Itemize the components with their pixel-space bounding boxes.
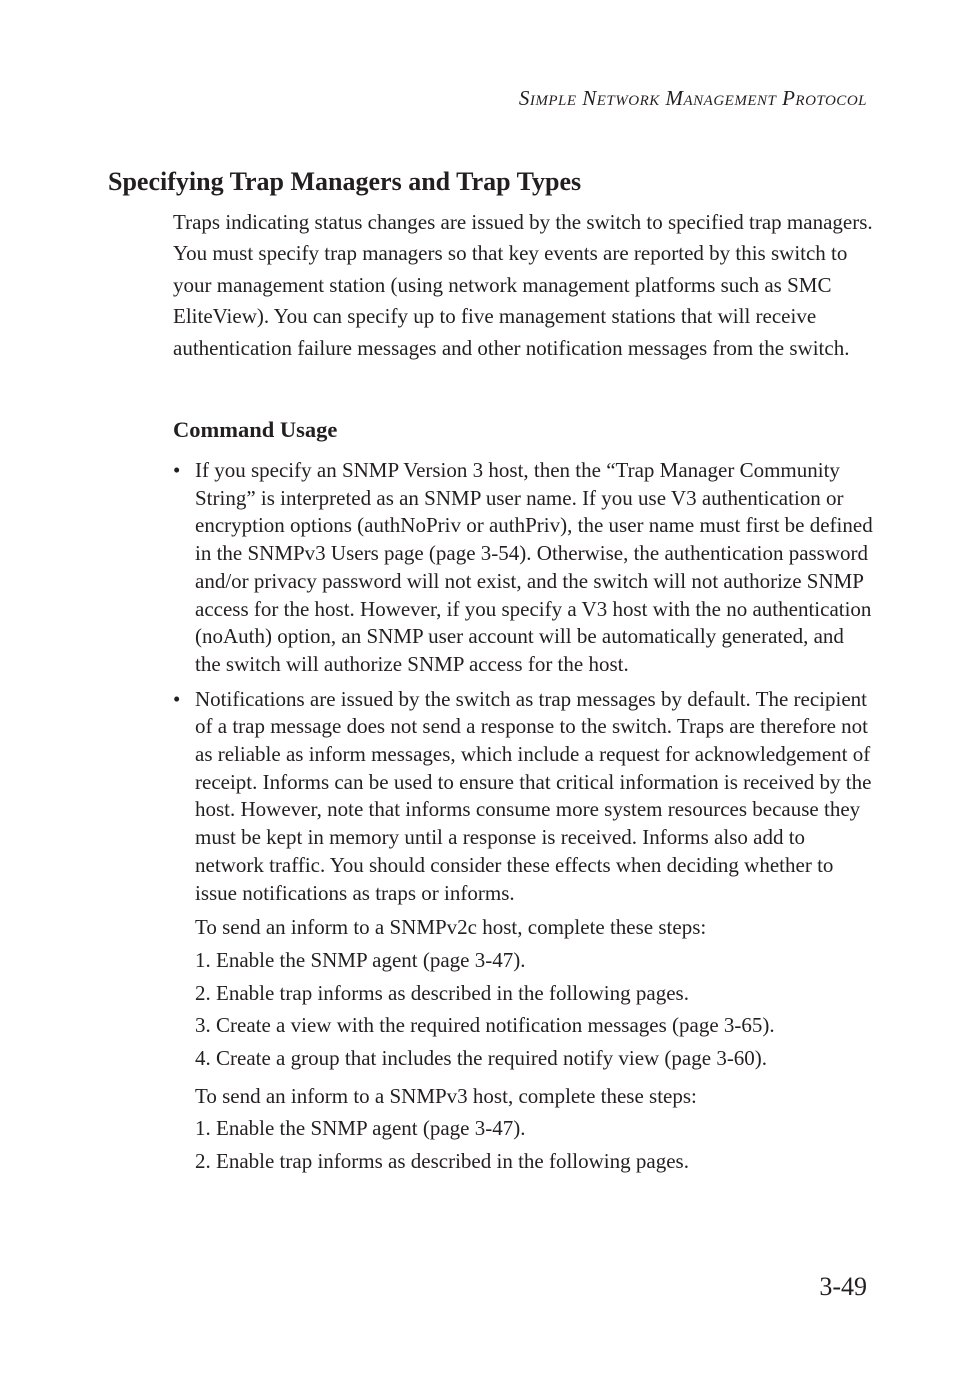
bullet-icon: • [173,686,181,711]
command-usage-heading: Command Usage [173,417,338,442]
step-item: 1. Enable the SNMP agent (page 3-47). [195,1116,526,1141]
step-item: 4. Create a group that includes the required notify view (page 3-60). [195,1046,768,1071]
step-item: 3. Create a view with the required notification messages (page 3-65). [195,1013,775,1038]
page-number: 3-49 [819,1272,867,1301]
v2c-steps [173,914,873,1073]
command-usage-body [173,457,873,1176]
section-title: Specifying Trap Managers and Trap Types [108,167,582,196]
v3-steps-intro: To send an inform to a SNMPv3 host, complete these steps: [195,1083,697,1108]
step-item: 2. Enable trap informs as described in the following pages. [195,980,689,1005]
running-header: Simple Network Management Protocol [518,86,867,110]
list-item [173,457,873,679]
bullet-icon: • [173,458,181,482]
step-item: 1. Enable the SNMP agent (page 3-47). [195,947,526,972]
v3-steps [173,1083,873,1176]
bullet-text: Notifications are issued by the switch as trap messages by default. The recipient of a trap message does not send a response to the switch. Traps are therefore not as reliable as inform messages, which include a request for acknowledgement of receipt. Informs can be used to ensure that critical information is received by the host. However, note that informs consume more system resources because they must be kept in memory until a response is received. Informs also add to network traffic. You should consider these effects when deciding whether to issue notifications as traps or informs. [195,686,872,905]
list-item [173,686,873,908]
bullet-text: If you specify an SNMP Version 3 host, then the “Trap Manager Community String” is interpreted as an SNMP user name. If you use V3 authentication or encryption options (authNoPriv or authPriv), the user name must first be defined in the SNMPv3 Users page (page 3-54). Otherwise, the authentication password and/or privacy password will not exist, and the switch will not authorize SNMP access for the host. However, if you specify a V3 host with the no authentication (noAuth) option, an SNMP user account will be automatically generated, and the switch will authorize SNMP access for the host. [195,458,873,676]
v2c-steps-intro: To send an inform to a SNMPv2c host, complete these steps: [195,915,707,940]
step-item: 2. Enable trap informs as described in the following pages. [195,1149,689,1174]
intro-paragraph: Traps indicating status changes are issued by the switch to specified trap managers. You must specify trap managers so that key events are reported by this switch to your management station (using network management platforms such as SMC EliteView). You can specify up to five management stations that will receive authentication failure messages and other notification messages from the switch. [173,210,873,360]
